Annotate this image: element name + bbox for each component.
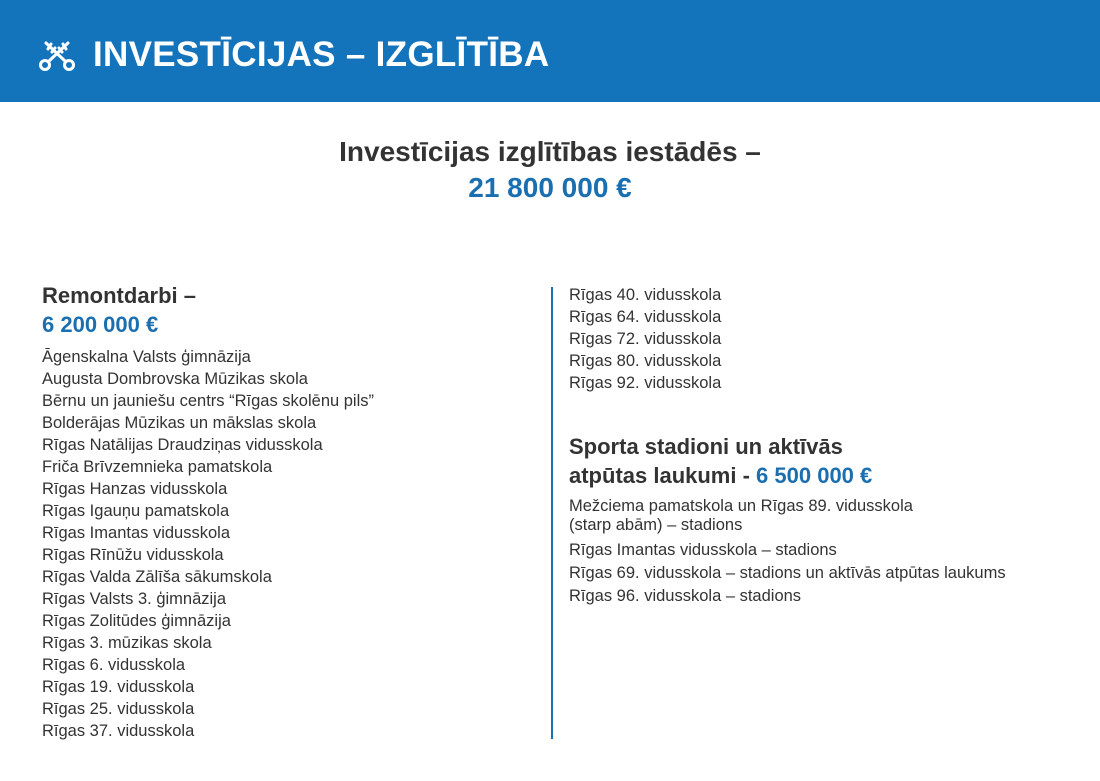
summary-amount: 21 800 000 € (468, 172, 632, 203)
sports-title-line2 (569, 461, 1069, 490)
list-item: Rīgas Valsts 3. ģimnāzija (42, 590, 227, 608)
page-title: INVESTĪCIJAS – IZGLĪTĪBA (93, 35, 550, 74)
list-item: Rīgas 69. vidusskola – stadions un aktīvās atpūtas laukums (569, 564, 1006, 582)
sports-list (569, 497, 1069, 607)
list-item: Rīgas 19. vidusskola (42, 678, 195, 696)
list-item: Rīgas 40. vidusskola (569, 286, 722, 304)
list-item: Bolderājas Mūzikas un mākslas skola (42, 414, 317, 432)
list-item: Rīgas Igauņu pamatskola (42, 502, 230, 520)
summary-title: Investīcijas izglītības iestādēs – (339, 136, 761, 167)
renovation-school-list-continued (569, 284, 1069, 394)
list-item-line: Mežciema pamatskola un Rīgas 89. vidusskola (569, 497, 913, 515)
header-bar (0, 0, 1100, 102)
list-item: Rīgas Hanzas vidusskola (42, 480, 228, 498)
crossed-keys-icon (38, 38, 76, 72)
list-item: Rīgas 6. vidusskola (42, 656, 186, 674)
sports-title-text: atpūtas laukumi - (569, 463, 757, 488)
list-item: Rīgas 80. vidusskola (569, 352, 722, 370)
list-item: Rīgas Valda Zālīša sākumskola (42, 568, 272, 586)
list-item: Rīgas Imantas vidusskola – stadions (569, 541, 837, 559)
list-item: Rīgas 37. vidusskola (42, 722, 195, 740)
renovation-title: Remontdarbi – (42, 283, 197, 308)
sports-title-line1: Sporta stadioni un aktīvās (569, 434, 843, 459)
sports-amount: 6 500 000 € (756, 463, 873, 488)
sports-section (569, 432, 1069, 607)
right-column (569, 284, 1069, 608)
renovation-section (42, 281, 532, 742)
list-item: Rīgas Zolitūdes ģimnāzija (42, 612, 231, 630)
list-item: Friča Brīvzemnieka pamatskola (42, 458, 273, 476)
list-item: Rīgas 3. mūzikas skola (42, 634, 212, 652)
investment-summary (0, 134, 1100, 206)
list-item: Rīgas 72. vidusskola (569, 330, 722, 348)
list-item: Rīgas 25. vidusskola (42, 700, 195, 718)
renovation-school-list (42, 346, 532, 742)
list-item (569, 497, 1069, 535)
list-item: Āgenskalna Valsts ģimnāzija (42, 348, 251, 366)
renovation-amount: 6 200 000 € (42, 312, 159, 337)
list-item: Rīgas Imantas vidusskola (42, 524, 231, 542)
list-item: Rīgas Natālijas Draudziņas vidusskola (42, 436, 323, 454)
list-item: Rīgas Rīnūžu vidusskola (42, 546, 224, 564)
list-item: Augusta Dombrovska Mūzikas skola (42, 370, 308, 388)
list-item: Bērnu un jauniešu centrs “Rīgas skolēnu pils” (42, 392, 375, 410)
list-item-line: (starp abām) – stadions (569, 516, 743, 534)
column-divider (551, 287, 553, 739)
list-item: Rīgas 96. vidusskola – stadions (569, 587, 802, 605)
list-item: Rīgas 64. vidusskola (569, 308, 722, 326)
list-item: Rīgas 92. vidusskola (569, 374, 722, 392)
